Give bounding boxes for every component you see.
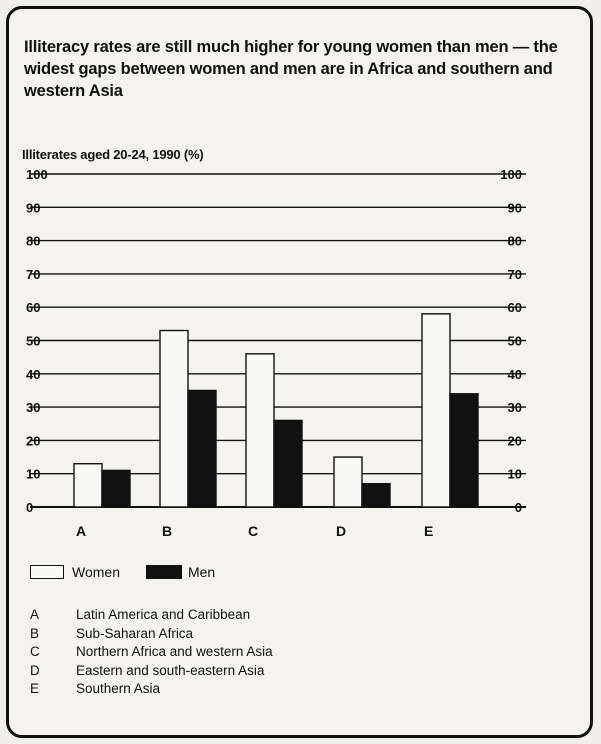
key-region-name: Latin America and Caribbean bbox=[76, 607, 251, 622]
y-tick-label-left: 90 bbox=[26, 200, 41, 216]
x-category-label: E bbox=[424, 523, 434, 539]
y-tick-label-right: 0 bbox=[514, 500, 522, 515]
legend-label-men: Men bbox=[187, 564, 216, 580]
bar-men-c bbox=[274, 420, 302, 507]
y-tick-label-right: 10 bbox=[507, 466, 522, 482]
y-tick-label-right: 100 bbox=[500, 167, 522, 182]
key-letter: D bbox=[30, 662, 40, 678]
bar-men-b bbox=[188, 390, 216, 507]
legend-swatch-women bbox=[30, 565, 64, 579]
key-row-e bbox=[30, 680, 273, 699]
bar-women-b bbox=[160, 331, 188, 507]
y-tick-label-left: 40 bbox=[26, 366, 41, 382]
bar-women-c bbox=[246, 354, 274, 507]
key-row-d bbox=[30, 662, 273, 681]
y-tick-label-left: 50 bbox=[26, 333, 41, 349]
key-region-name: Eastern and south-eastern Asia bbox=[76, 662, 265, 678]
region-key bbox=[30, 606, 273, 699]
bar-men-a bbox=[102, 470, 130, 507]
chart-title: Illiterates aged 20-24, 1990 (%) bbox=[22, 147, 204, 162]
key-letter: C bbox=[30, 644, 40, 660]
y-tick-label-left: 70 bbox=[26, 266, 41, 282]
y-tick-label-right: 60 bbox=[507, 300, 522, 316]
key-letter: A bbox=[30, 607, 40, 622]
y-tick-label-right: 20 bbox=[507, 433, 522, 449]
key-letter: B bbox=[30, 625, 40, 641]
key-row-a bbox=[30, 606, 273, 625]
key-region-name: Sub-Saharan Africa bbox=[76, 625, 194, 641]
chart-headline: Illiteracy rates are still much higher for young women than men — the widest gaps between women and men are in Africa and southern and western Asia bbox=[24, 38, 558, 100]
key-region-name: Southern Asia bbox=[76, 681, 161, 697]
y-tick-label-right: 40 bbox=[507, 366, 522, 382]
y-tick-label-left: 80 bbox=[26, 233, 41, 249]
key-letter: E bbox=[30, 681, 40, 697]
key-region-name: Northern Africa and western Asia bbox=[76, 644, 273, 660]
x-category-label: D bbox=[336, 523, 347, 539]
bar-men-e bbox=[450, 394, 478, 507]
x-category-label: A bbox=[76, 523, 87, 539]
y-tick-label-right: 90 bbox=[507, 200, 522, 216]
y-tick-label-left: 100 bbox=[26, 167, 48, 182]
y-tick-label-right: 50 bbox=[507, 333, 522, 349]
y-tick-label-left: 60 bbox=[26, 300, 41, 316]
key-row-b bbox=[30, 625, 273, 644]
bar-men-d bbox=[362, 484, 390, 507]
y-tick-label-right: 70 bbox=[507, 266, 522, 282]
y-tick-label-right: 80 bbox=[507, 233, 522, 249]
bar-women-e bbox=[422, 314, 450, 507]
legend-swatch-men bbox=[146, 565, 182, 579]
key-row-c bbox=[30, 643, 273, 662]
x-category-label: C bbox=[248, 523, 259, 539]
y-tick-label-right: 30 bbox=[507, 400, 522, 416]
legend-label-women: Women bbox=[72, 564, 120, 580]
y-tick-label-left: 30 bbox=[26, 400, 41, 416]
y-tick-label-left: 20 bbox=[26, 433, 41, 449]
chart-legend bbox=[30, 564, 215, 580]
x-category-label: B bbox=[162, 523, 173, 539]
y-tick-label-left: 0 bbox=[26, 500, 34, 515]
bar-women-d bbox=[334, 457, 362, 507]
bar-women-a bbox=[74, 464, 102, 507]
y-tick-label-left: 10 bbox=[26, 466, 41, 482]
